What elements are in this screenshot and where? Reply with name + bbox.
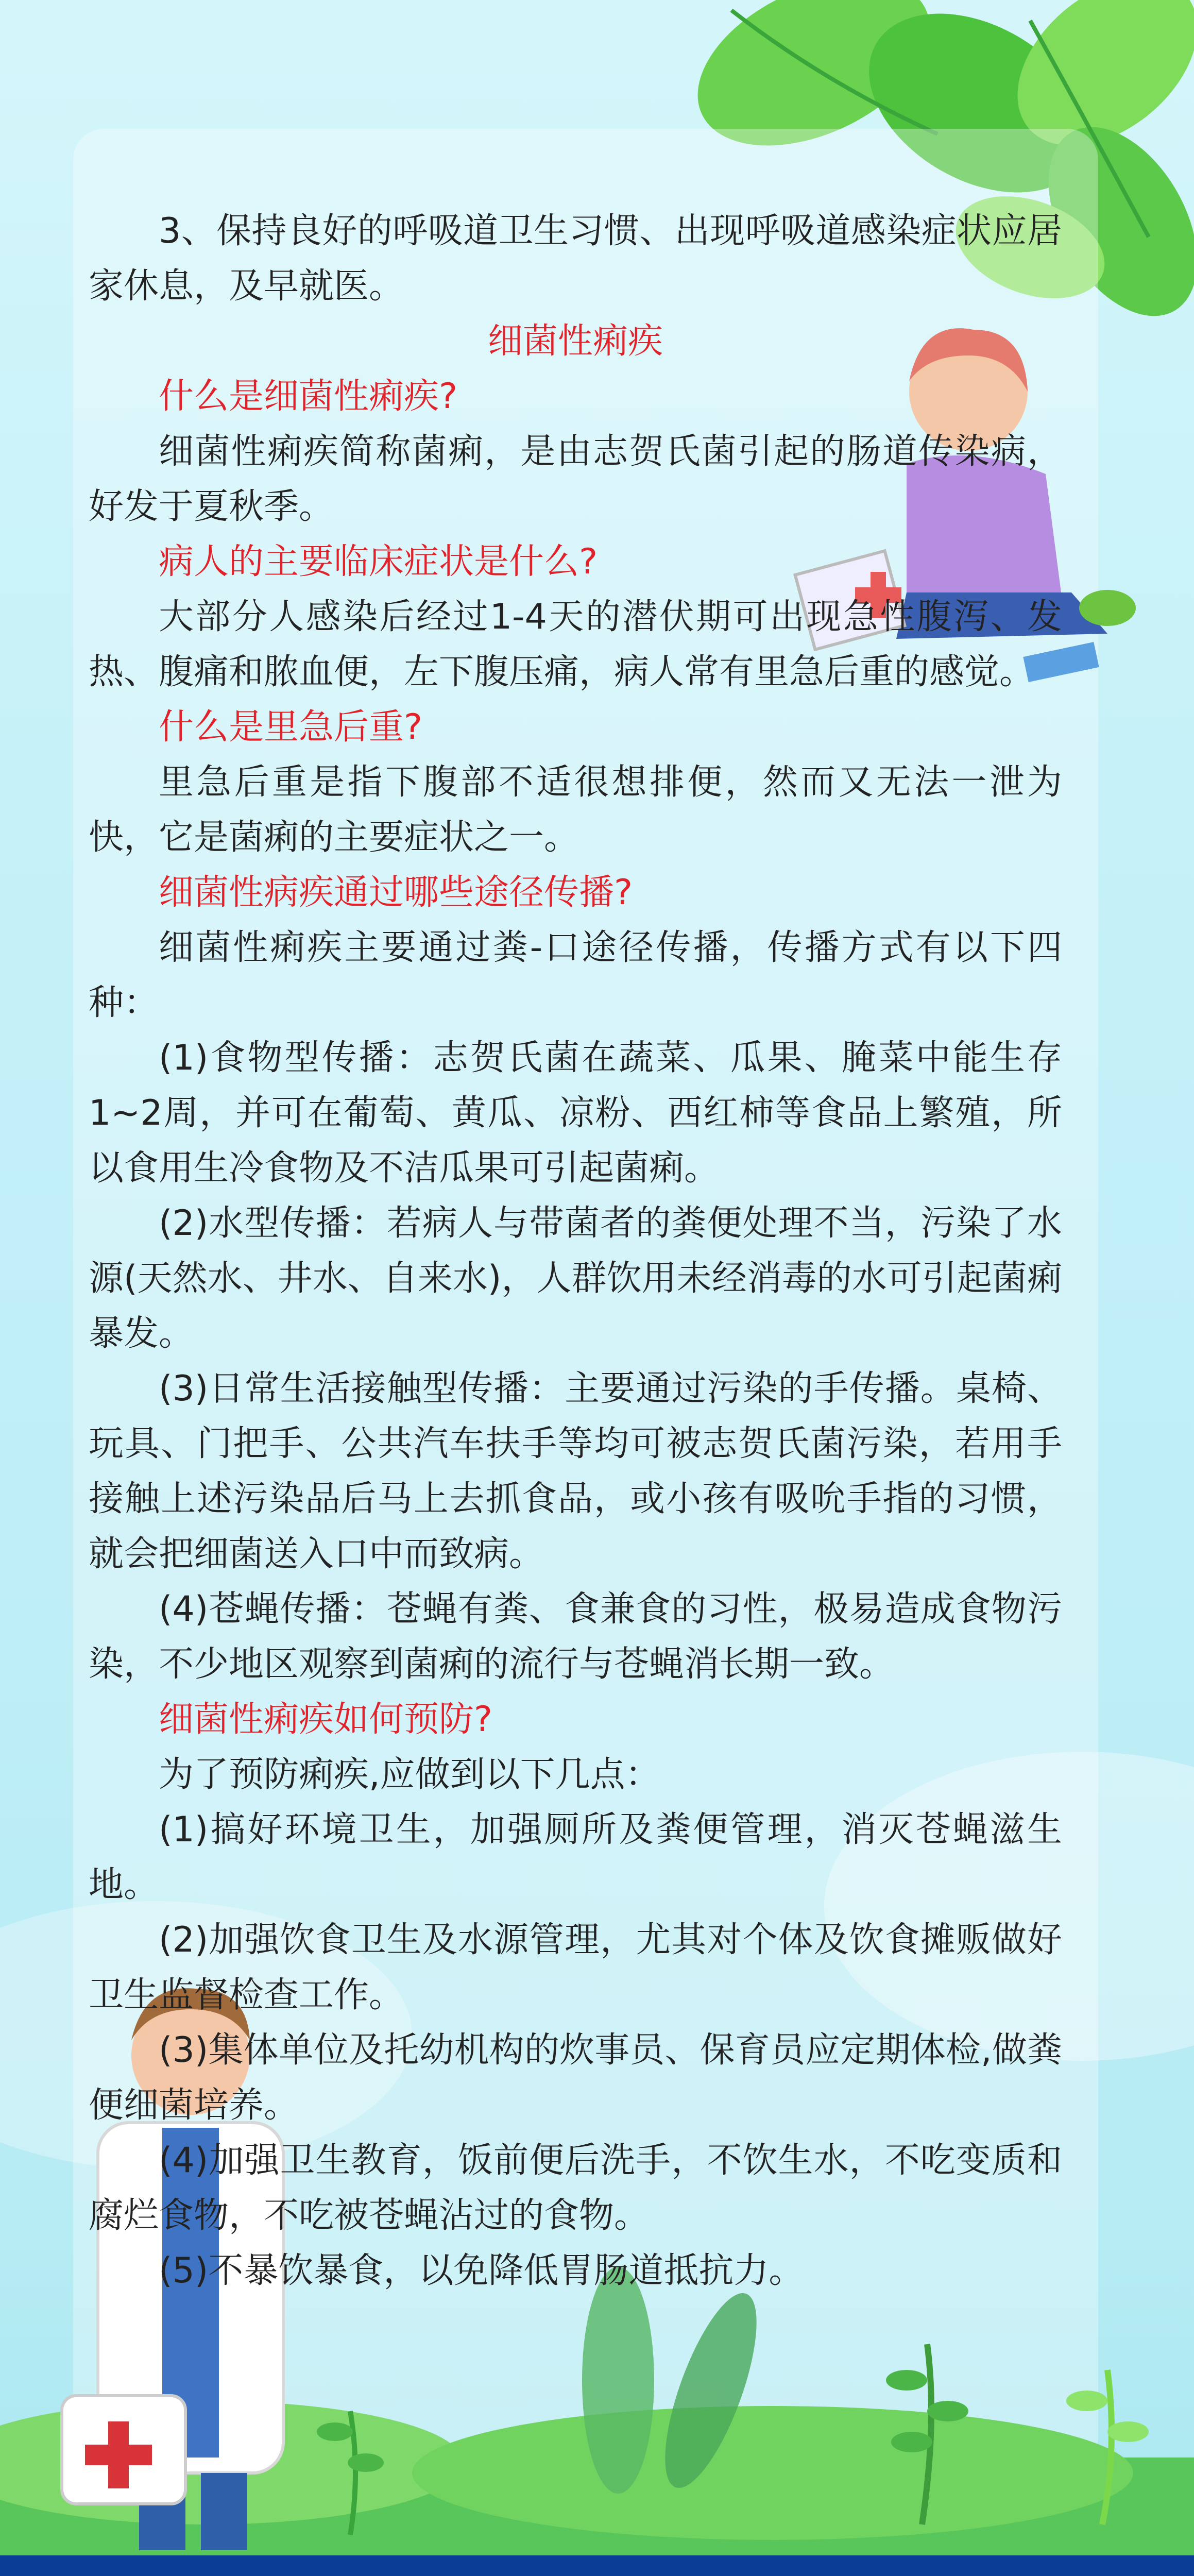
article-content: [89, 204, 1062, 2298]
paragraph: 3、保持良好的呼吸道卫生习惯、出现呼吸道感染症状应居家休息，及早就医。: [89, 211, 1062, 307]
question-heading: 什么是里急后重?: [159, 707, 423, 748]
paragraph: 大部分人感染后经过1-4天的潜伏期可出现急性腹泻、发热、腹痛和脓血便，左下腹压痛，病人常有里急后重的感觉。: [89, 597, 1062, 692]
paragraph: (3)日常生活接触型传播：主要通过污染的手传播。桌椅、玩具、门把手、公共汽车扶手等均可被志贺氏菌污染，若用手接触上述污染品后马上去抓食品，或小孩有吸吮手指的习惯，就会把细菌送入口中而致病。: [89, 1368, 1062, 1574]
paragraph: 为了预防痢疾,应做到以下几点：: [159, 1754, 660, 1795]
paragraph: 细菌性痢疾主要通过粪-口途径传播，传播方式有以下四种：: [89, 927, 1062, 1023]
paragraph: (3)集体单位及托幼机构的炊事员、保育员应定期体检,做粪便细菌培养。: [89, 2030, 1062, 2126]
paragraph: (1)搞好环境卫生，加强厕所及粪便管理，消灭苍蝇滋生地。: [89, 1809, 1062, 1905]
paragraph: (5)不暴饮暴食，以免降低胃肠道抵抗力。: [159, 2250, 804, 2291]
paragraph: (2)水型传播：若病人与带菌者的粪便处理不当，污染了水源(天然水、井水、自来水)，人群饮用未经消毒的水可引起菌痢暴发。: [89, 1203, 1062, 1354]
paragraph: (1)食物型传播：志贺氏菌在蔬菜、瓜果、腌菜中能生存1~2周，并可在葡萄、黄瓜、凉粉、西红柿等食品上繁殖，所以食用生冷食物及不洁瓜果可引起菌痢。: [89, 1038, 1062, 1189]
question-heading: 细菌性痢疾如何预防?: [159, 1699, 493, 1740]
paragraph: (2)加强饮食卫生及水源管理，尤其对个体及饮食摊贩做好卫生监督检查工作。: [89, 1920, 1062, 2015]
first-aid-kit-icon: [62, 2396, 185, 2504]
question-heading: 病人的主要临床症状是什么?: [159, 541, 598, 582]
paragraph: 里急后重是指下腹部不适很想排便，然而又无法一泄为快，它是菌痢的主要症状之一。: [89, 762, 1062, 858]
question-heading: 什么是细菌性痢疾?: [159, 376, 458, 417]
section-title: 细菌性痢疾: [487, 321, 663, 362]
paragraph: (4)加强卫生教育，饭前便后洗手，不饮生水，不吃变质和腐烂食物，不吃被苍蝇沾过的食物。: [89, 2140, 1062, 2236]
paragraph: (4)苍蝇传播：苍蝇有粪、食兼食的习性，极易造成食物污染，不少地区观察到菌痢的流行与苍蝇消长期一致。: [89, 1589, 1062, 1685]
paragraph: 细菌性痢疾简称菌痢，是由志贺氏菌引起的肠道传染病，好发于夏秋季。: [89, 431, 1062, 527]
question-heading: 细菌性病疾通过哪些途径传播?: [159, 872, 633, 913]
